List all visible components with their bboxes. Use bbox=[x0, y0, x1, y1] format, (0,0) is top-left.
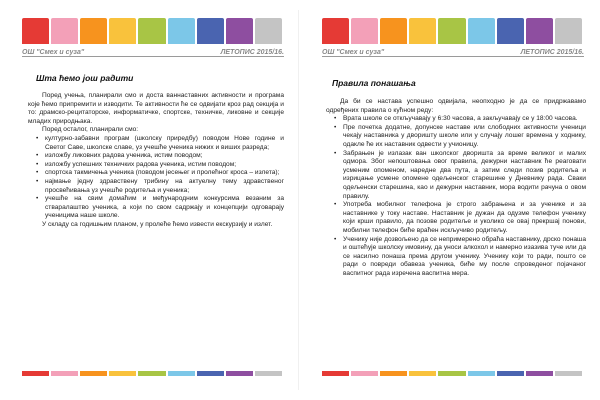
color-stripe bbox=[497, 371, 524, 376]
list-item: • културно-забавни програм (школску приредбу) поводом Нове године и Светог Саве, школске славе, уз учешће ученика нижих и виших разреда; bbox=[36, 135, 284, 152]
color-stripe bbox=[168, 18, 195, 44]
list-item: • Ученику није дозвољено да се непримерено обраћа наставнику, дрско понаша и оштећује школску имовину, да уноси алкохол и намерно изазива туче или да се насилно понаша према другом ученику. Ученику који то ради, поштo се ради о повреди обавеза ученика, биће му после спроведеног појачаног васпитног рада изречена васпитна мера. bbox=[334, 236, 586, 279]
list-item: • Забрањен је излазак ван школског дворишта за време великог и малих одмора. Због непоштовања овог правила, дежурни наставник ће реаговати усменим опоменом, наредне два пута, а затим следи позив родитеља и изрицање усмене опомене одељенског старешине у Дневнику рада. Сваки одељенски старешина, као и дежурни наставник, мора водити рачуна о овом правилу. bbox=[334, 150, 586, 202]
color-stripe bbox=[351, 18, 378, 44]
color-stripe bbox=[80, 371, 107, 376]
list-item: • изложбу успешних техничких радова ученика, истим поводом; bbox=[36, 161, 284, 170]
color-stripe bbox=[109, 18, 136, 44]
chronicle-year: ЛЕТОПИС 2015/16. bbox=[220, 49, 284, 56]
activity-list bbox=[28, 135, 284, 221]
color-stripe bbox=[438, 18, 465, 44]
section-body bbox=[326, 98, 586, 278]
color-stripe bbox=[497, 18, 524, 44]
section-title: Шта ћемо још радити bbox=[36, 73, 134, 83]
color-stripe bbox=[526, 18, 553, 44]
color-stripe bbox=[526, 371, 553, 376]
color-stripe bbox=[80, 18, 107, 44]
intro-paragraph: Да би се настава успешно одвијала, неопходно је да се придржавамо одређених правила о кућном реду: bbox=[326, 98, 586, 114]
page-header bbox=[322, 44, 584, 57]
list-item: • изложбу ликовних радова ученика, истим поводом; bbox=[36, 152, 284, 161]
list-item: • најмање једну здравствену трибину на актуелну тему здравственог просвећивања уз учешће родитеља и ученика; bbox=[36, 178, 284, 195]
intro-paragraph: Поред учења, планирали смо и доста ваннаставних активности и програма које ћемо припремити и изводити. Те активности ће се одвијати кроз рад секција и то: драмско-рецитаторске, информатичке, спортске, техничке, ликовне и секције младих природњака. bbox=[28, 92, 284, 125]
list-item: • Пре почетка додатне, допунске наставе или слободних активности ученици чекају наставника у дворишту школе или у случају лошег времена у ходнику, одакле ће их наставник одвести у учионицу. bbox=[334, 124, 586, 150]
color-stripe bbox=[555, 18, 582, 44]
rules-list bbox=[326, 115, 586, 278]
color-stripe bbox=[380, 371, 407, 376]
color-stripe bbox=[138, 18, 165, 44]
color-stripe bbox=[51, 18, 78, 44]
color-stripe bbox=[322, 18, 349, 44]
list-item: • Употреба мобилног телефона је строго забрањена и за ученике и за наставнике у току наставе. Наставник је дужан да одузме телефон ученику који крши правило, да позове родитеље и уколико се овај прекршај понови, мобилни телефон биће враћен искључиво родитељу. bbox=[334, 201, 586, 235]
color-stripe bbox=[468, 18, 495, 44]
color-stripe bbox=[468, 371, 495, 376]
color-stripe bbox=[226, 371, 253, 376]
color-stripe bbox=[197, 371, 224, 376]
closing-paragraph: У складу са годишњим планом, у пролеће ћемо извести екскурзију и излет. bbox=[42, 220, 273, 228]
color-stripe bbox=[351, 371, 378, 376]
school-name: ОШ "Смех и суза" bbox=[22, 49, 85, 56]
color-stripe bbox=[380, 18, 407, 44]
list-item: • спортска такмичења ученика (поводом јесењег и пролећног кроса – излета); bbox=[36, 169, 284, 178]
bottom-color-bar bbox=[322, 371, 584, 376]
left-page bbox=[10, 0, 290, 400]
section-title: Правила понашања bbox=[332, 78, 416, 88]
section-body bbox=[28, 92, 284, 230]
color-stripe bbox=[197, 18, 224, 44]
list-item: • учешће на свим домаћим и међународним конкурсима везаним за стваралаштво ученика, а који по свом садржају и концепцији одговарају ученицима наше школе. bbox=[36, 195, 284, 221]
color-stripe bbox=[22, 371, 49, 376]
top-color-bar bbox=[22, 18, 284, 44]
color-stripe bbox=[109, 371, 136, 376]
page-divider bbox=[298, 10, 299, 390]
color-stripe bbox=[322, 371, 349, 376]
color-stripe bbox=[168, 371, 195, 376]
color-stripe bbox=[409, 18, 436, 44]
color-stripe bbox=[255, 18, 282, 44]
color-stripe bbox=[438, 371, 465, 376]
top-color-bar bbox=[322, 18, 584, 44]
bottom-color-bar bbox=[22, 371, 284, 376]
school-name: ОШ "Смех и суза" bbox=[322, 49, 385, 56]
color-stripe bbox=[226, 18, 253, 44]
page-header bbox=[22, 44, 284, 57]
color-stripe bbox=[138, 371, 165, 376]
color-stripe bbox=[255, 371, 282, 376]
color-stripe bbox=[51, 371, 78, 376]
color-stripe bbox=[409, 371, 436, 376]
right-page bbox=[310, 0, 590, 400]
color-stripe bbox=[555, 371, 582, 376]
intro-paragraph-2: Поред осталог, планирали смо: bbox=[42, 126, 139, 134]
chronicle-year: ЛЕТОПИС 2015/16. bbox=[520, 49, 584, 56]
list-item: • Врата школе се откључавају у 6:30 часова, а закључавају се у 18:00 часова. bbox=[334, 115, 586, 124]
color-stripe bbox=[22, 18, 49, 44]
